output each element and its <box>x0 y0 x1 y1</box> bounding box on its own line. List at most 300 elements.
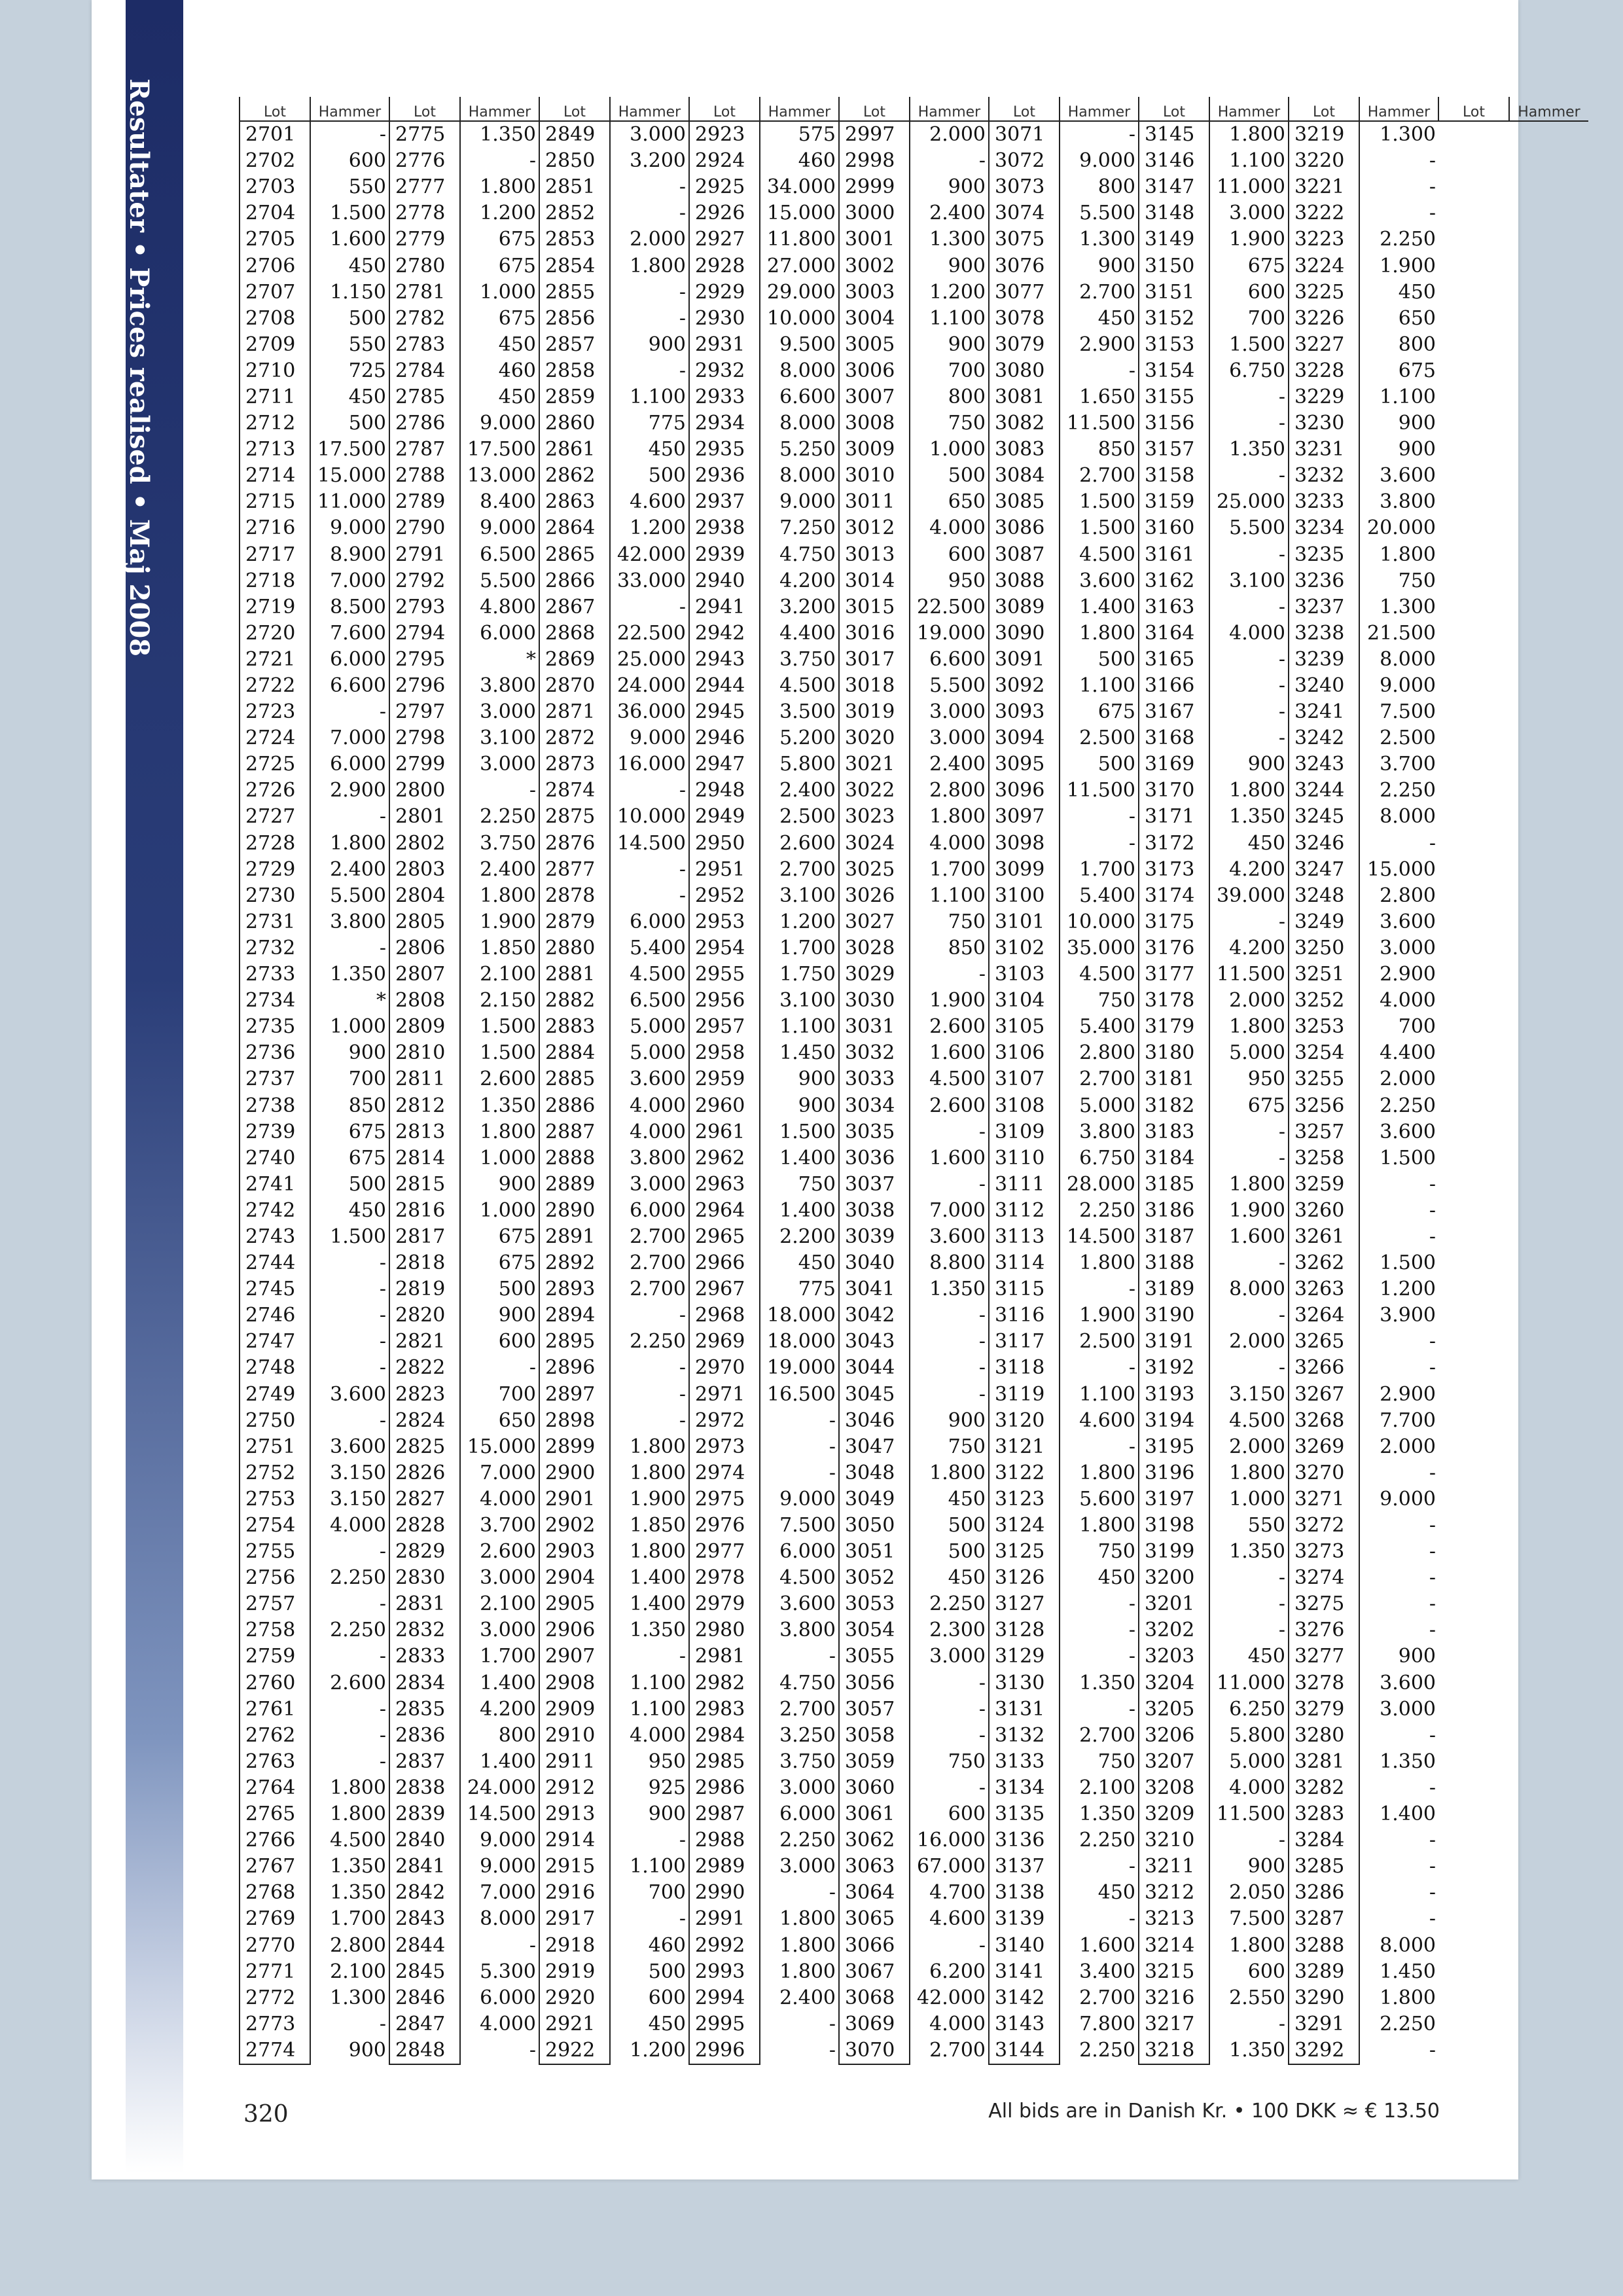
hammer-price: 2.000 <box>1380 1435 1436 1458</box>
hammer-price: 900 <box>348 1041 386 1065</box>
hammer-price: - <box>1429 1540 1436 1564</box>
hammer-price: - <box>1278 412 1285 435</box>
table-row <box>240 1749 1588 1775</box>
hammer-price: 925 <box>648 1776 686 1799</box>
hammer-price: - <box>679 1382 686 1406</box>
hammer-price: 22.500 <box>617 621 686 645</box>
table-row <box>240 174 1588 200</box>
lot-number: 3183 <box>1139 1119 1209 1145</box>
table-row <box>240 1854 1588 1880</box>
lot-number: 3194 <box>1139 1408 1209 1434</box>
hammer-price: 3.250 <box>779 1723 836 1747</box>
lot-number: 3241 <box>1289 699 1359 725</box>
hammer-price: 8.800 <box>929 1251 986 1275</box>
lot-number: 3192 <box>1139 1355 1209 1381</box>
lot-number: 2742 <box>240 1198 310 1224</box>
table-row <box>240 1775 1588 1801</box>
table-row <box>240 935 1588 961</box>
hammer-price: 2.600 <box>480 1067 536 1091</box>
hammer-price: 11.500 <box>1067 412 1135 435</box>
hammer-price: 8.000 <box>1380 647 1436 671</box>
table-row <box>240 857 1588 883</box>
hammer-price: - <box>379 1408 386 1432</box>
lot-number: 2787 <box>389 437 460 463</box>
lot-number: 3015 <box>839 594 910 620</box>
hammer-price: - <box>679 595 686 619</box>
hammer-price: 3.500 <box>779 700 836 724</box>
hammer-price: 3.600 <box>1380 464 1436 488</box>
hammer-price: - <box>1128 805 1135 829</box>
hammer-price: 35.000 <box>1067 936 1135 960</box>
hammer-price: 4.000 <box>1229 621 1285 645</box>
hammer-price: 2.100 <box>1079 1776 1135 1799</box>
hammer-price: 6.250 <box>1229 1697 1285 1721</box>
hammer-price: 6.000 <box>330 647 386 671</box>
table-row <box>240 883 1588 909</box>
lot-number: 3230 <box>1289 410 1359 437</box>
hammer-price: 1.800 <box>1229 1172 1285 1196</box>
hammer-price: 3.000 <box>929 700 986 724</box>
hammer-price: 700 <box>948 359 986 382</box>
lot-number: 2777 <box>389 174 460 200</box>
hammer-price: 600 <box>648 1986 686 2009</box>
hammer-price: 7.800 <box>1079 2012 1135 2036</box>
header-hammer: Hammer <box>460 97 539 121</box>
hammer-price: 5.000 <box>1229 1749 1285 1773</box>
hammer-price: 67.000 <box>917 1855 986 1878</box>
lot-number: 3110 <box>989 1145 1060 1172</box>
hammer-price: 3.000 <box>779 1776 836 1799</box>
lot-number: 2914 <box>539 1827 610 1854</box>
lot-number: 2868 <box>539 620 610 647</box>
lot-number: 3058 <box>839 1723 910 1749</box>
hammer-price: 15.000 <box>1367 857 1436 881</box>
lot-number: 2871 <box>539 699 610 725</box>
hammer-price: 1.800 <box>779 1907 836 1931</box>
lot-number: 3008 <box>839 410 910 437</box>
lot-number: 3143 <box>989 2011 1060 2037</box>
lot-number: 2961 <box>689 1119 760 1145</box>
hammer-price: 675 <box>498 306 536 330</box>
lot-number: 2740 <box>240 1145 310 1172</box>
lot-number: 2737 <box>240 1066 310 1092</box>
lot-number: 2744 <box>240 1250 310 1276</box>
table-row <box>240 1565 1588 1591</box>
lot-number: 2832 <box>389 1617 460 1643</box>
table-row <box>240 961 1588 988</box>
hammer-price: 2.000 <box>1380 1067 1436 1091</box>
lot-number: 2991 <box>689 1906 760 1932</box>
lot-number: 3037 <box>839 1172 910 1198</box>
hammer-price: 4.400 <box>779 621 836 645</box>
hammer-price: 4.700 <box>929 1881 986 1905</box>
hammer-price: 450 <box>1097 1881 1135 1905</box>
lot-number: 3248 <box>1289 883 1359 909</box>
hammer-price: 1.200 <box>630 516 686 540</box>
hammer-price: 22.500 <box>917 595 986 619</box>
lot-number: 3022 <box>839 778 910 804</box>
lot-number: 3167 <box>1139 699 1209 725</box>
hammer-price: 1.500 <box>1079 490 1135 514</box>
hammer-price: 3.400 <box>1079 1960 1135 1983</box>
hammer-price: 3.700 <box>480 1514 536 1537</box>
lot-number: 3091 <box>989 647 1060 673</box>
hammer-price: 4.500 <box>1079 543 1135 566</box>
lot-number: 3246 <box>1289 831 1359 857</box>
hammer-price: 3.000 <box>630 1172 686 1196</box>
lot-number: 2812 <box>389 1092 460 1119</box>
lot-number: 2930 <box>689 306 760 332</box>
lot-number: 3113 <box>989 1224 1060 1250</box>
hammer-price: 4.000 <box>630 1094 686 1117</box>
lot-number: 3036 <box>839 1145 910 1172</box>
table-row <box>240 1460 1588 1486</box>
lot-number: 3066 <box>839 1932 910 1958</box>
lot-number: 2942 <box>689 620 760 647</box>
lot-number: 2932 <box>689 358 760 384</box>
hammer-price: 1.000 <box>480 1146 536 1170</box>
lot-number: 3166 <box>1139 673 1209 699</box>
hammer-price: - <box>1128 1356 1135 1380</box>
hammer-price: 1.100 <box>1079 1382 1135 1406</box>
lot-number: 2955 <box>689 961 760 988</box>
hammer-price: 1.200 <box>929 280 986 304</box>
hammer-price: 9.500 <box>779 332 836 356</box>
lot-number: 3031 <box>839 1014 910 1040</box>
hammer-price: 450 <box>498 385 536 408</box>
lot-number: 3174 <box>1139 883 1209 909</box>
table-row <box>240 699 1588 725</box>
lot-number: 2906 <box>539 1617 610 1643</box>
hammer-price: 3.000 <box>779 1855 836 1878</box>
hammer-price: 3.600 <box>630 1067 686 1091</box>
lot-number: 3077 <box>989 279 1060 306</box>
lot-number: 2830 <box>389 1565 460 1591</box>
lot-number: 2745 <box>240 1276 310 1302</box>
table-row <box>240 1172 1588 1198</box>
lot-number: 2710 <box>240 358 310 384</box>
hammer-price: 700 <box>348 1067 386 1091</box>
hammer-price: 7.000 <box>929 1198 986 1222</box>
lot-number: 3078 <box>989 306 1060 332</box>
hammer-price: 3.100 <box>1229 569 1285 592</box>
lot-number: 3251 <box>1289 961 1359 988</box>
hammer-price: 3.000 <box>630 123 686 147</box>
hammer-price: 800 <box>948 385 986 408</box>
lot-number: 2975 <box>689 1486 760 1513</box>
hammer-price: 1.500 <box>330 202 386 225</box>
lot-number: 3281 <box>1289 1749 1359 1775</box>
hammer-price: 900 <box>798 1067 836 1091</box>
hammer-price: 3.000 <box>929 726 986 750</box>
hammer-price: 2.400 <box>330 857 386 881</box>
lot-number: 2886 <box>539 1092 610 1119</box>
lot-number: 3262 <box>1289 1250 1359 1276</box>
lot-number: 3144 <box>989 2037 1060 2064</box>
hammer-price: 3.600 <box>1380 1671 1436 1695</box>
lot-number: 3026 <box>839 883 910 909</box>
hammer-price: 4.500 <box>779 1566 836 1590</box>
hammer-price: 450 <box>348 385 386 408</box>
table-row <box>240 1434 1588 1460</box>
hammer-price: 6.200 <box>929 1960 986 1983</box>
hammer-price: 4.600 <box>929 1907 986 1931</box>
lot-number: 3190 <box>1139 1302 1209 1329</box>
table-row <box>240 253 1588 279</box>
hammer-price: 28.000 <box>1067 1172 1135 1196</box>
header-lot: Lot <box>1289 97 1359 121</box>
lot-number: 3090 <box>989 620 1060 647</box>
lot-number: 3095 <box>989 751 1060 778</box>
lot-number: 3002 <box>839 253 910 279</box>
hammer-price: 42.000 <box>617 543 686 566</box>
hammer-price: 6.000 <box>480 621 536 645</box>
hammer-price: 11.500 <box>1217 963 1285 986</box>
lot-number: 3063 <box>839 1854 910 1880</box>
lot-number: 3124 <box>989 1513 1060 1539</box>
lot-number: 2759 <box>240 1643 310 1670</box>
hammer-price: - <box>1429 1566 1436 1590</box>
lot-number: 3112 <box>989 1198 1060 1224</box>
hammer-price: 3.600 <box>1079 569 1135 592</box>
hammer-price: - <box>1128 359 1135 382</box>
hammer-price: - <box>1128 123 1135 147</box>
hammer-price: - <box>379 123 386 147</box>
hammer-price: 1.500 <box>779 1120 836 1143</box>
hammer-price: 2.400 <box>480 857 536 881</box>
hammer-price: 7.500 <box>1380 700 1436 724</box>
lot-number: 3103 <box>989 961 1060 988</box>
lot-number: 3156 <box>1139 410 1209 437</box>
hammer-price: - <box>679 1408 686 1432</box>
hammer-price: 4.500 <box>330 1829 386 1852</box>
table-row <box>240 437 1588 463</box>
lot-number: 2935 <box>689 437 760 463</box>
table-row <box>240 226 1588 253</box>
hammer-price: - <box>679 280 686 304</box>
table-row <box>240 384 1588 410</box>
lot-number: 3010 <box>839 463 910 489</box>
lot-number: 3079 <box>989 332 1060 358</box>
lot-number: 3268 <box>1289 1408 1359 1434</box>
lot-number: 2784 <box>389 358 460 384</box>
lot-number: 2948 <box>689 778 760 804</box>
hammer-price: - <box>978 1933 986 1957</box>
hammer-price: 700 <box>1247 306 1285 330</box>
lot-number: 3071 <box>989 121 1060 148</box>
hammer-price: 5.200 <box>779 726 836 750</box>
lot-number: 3272 <box>1289 1513 1359 1539</box>
lot-number: 3148 <box>1139 200 1209 226</box>
hammer-price: 8.000 <box>1229 1278 1285 1301</box>
hammer-price: 1.800 <box>1229 1933 1285 1957</box>
table-row <box>240 1276 1588 1302</box>
lot-number: 3169 <box>1139 751 1209 778</box>
hammer-price: 5.300 <box>480 1960 536 1983</box>
hammer-price: 500 <box>648 1960 686 1983</box>
hammer-price: 900 <box>1398 438 1436 461</box>
lot-number: 3043 <box>839 1329 910 1355</box>
hammer-price: 2.250 <box>330 1566 386 1590</box>
lot-number: 2836 <box>389 1723 460 1749</box>
lot-number: 2957 <box>689 1014 760 1040</box>
hammer-price: 1.500 <box>480 1041 536 1065</box>
hammer-price: 650 <box>498 1408 536 1432</box>
table-row <box>240 1591 1588 1617</box>
hammer-price: - <box>1429 1829 1436 1852</box>
table-row <box>240 1382 1588 1408</box>
hammer-price: 2.700 <box>1079 1067 1135 1091</box>
hammer-price: 500 <box>948 1540 986 1564</box>
hammer-price: 5.000 <box>1079 1094 1135 1117</box>
header-hammer: Hammer <box>1060 97 1139 121</box>
hammer-price: - <box>379 936 386 960</box>
lot-number: 2806 <box>389 935 460 961</box>
hammer-price: 2.900 <box>1079 332 1135 356</box>
hammer-price: 6.750 <box>1079 1146 1135 1170</box>
hammer-price: - <box>1429 1619 1436 1642</box>
lot-number: 2802 <box>389 831 460 857</box>
table-row <box>240 1066 1588 1092</box>
lot-number: 2870 <box>539 673 610 699</box>
lot-number: 3034 <box>839 1092 910 1119</box>
hammer-price: 450 <box>1398 280 1436 304</box>
lot-number: 3176 <box>1139 935 1209 961</box>
lot-number: 3289 <box>1289 1959 1359 1985</box>
lot-number: 2976 <box>689 1513 760 1539</box>
hammer-price: - <box>1278 1251 1285 1275</box>
lot-number: 2874 <box>539 778 610 804</box>
hammer-price: 900 <box>498 1304 536 1327</box>
lot-number: 2719 <box>240 594 310 620</box>
hammer-price: 850 <box>948 936 986 960</box>
lot-number: 2715 <box>240 489 310 515</box>
lot-number: 3067 <box>839 1959 910 1985</box>
hammer-price: - <box>1429 1356 1436 1380</box>
lot-number: 3159 <box>1139 489 1209 515</box>
hammer-price: 450 <box>348 1198 386 1222</box>
hammer-price: 1.500 <box>1079 516 1135 540</box>
lot-number: 3097 <box>989 804 1060 830</box>
hammer-price: - <box>379 1749 386 1773</box>
lot-number: 2858 <box>539 358 610 384</box>
hammer-price: 1.900 <box>480 910 536 933</box>
lot-number: 2915 <box>539 1854 610 1880</box>
hammer-price: 5.800 <box>1229 1723 1285 1747</box>
table-row <box>240 2011 1588 2037</box>
lot-number: 3154 <box>1139 358 1209 384</box>
lot-number: 3180 <box>1139 1040 1209 1066</box>
hammer-price: 10.000 <box>767 306 836 330</box>
hammer-price: 3.800 <box>1079 1120 1135 1143</box>
hammer-price: - <box>829 1881 836 1905</box>
lot-number: 3191 <box>1139 1329 1209 1355</box>
lot-number: 3202 <box>1139 1617 1209 1643</box>
hammer-price: - <box>1278 910 1285 933</box>
lot-number: 2951 <box>689 857 760 883</box>
hammer-price: 600 <box>498 1330 536 1354</box>
hammer-price: - <box>1128 1278 1135 1301</box>
lot-number: 3085 <box>989 489 1060 515</box>
lot-number: 2919 <box>539 1959 610 1985</box>
lot-number: 3054 <box>839 1617 910 1643</box>
hammer-price: 3.000 <box>480 1619 536 1642</box>
hammer-price: 5.800 <box>779 753 836 776</box>
lot-number: 2758 <box>240 1617 310 1643</box>
hammer-price: 1.800 <box>929 805 986 829</box>
hammer-price: 16.000 <box>917 1829 986 1852</box>
hammer-price: 4.200 <box>1229 857 1285 881</box>
hammer-price: 3.600 <box>929 1225 986 1248</box>
hammer-price: 2.100 <box>480 1592 536 1616</box>
hammer-price: 1.450 <box>779 1041 836 1065</box>
lot-number: 2931 <box>689 332 760 358</box>
hammer-price: 450 <box>648 438 686 461</box>
hammer-price: - <box>379 805 386 829</box>
lot-number: 3073 <box>989 174 1060 200</box>
hammer-price: 3.800 <box>330 910 386 933</box>
hammer-price: 1.200 <box>630 2039 686 2062</box>
lot-number: 3003 <box>839 279 910 306</box>
hammer-price: 600 <box>948 1803 986 1826</box>
hammer-price: 2.250 <box>1079 1829 1135 1852</box>
lot-number: 3232 <box>1289 463 1359 489</box>
table-row <box>240 1696 1588 1723</box>
hammer-price: 7.000 <box>480 1881 536 1905</box>
table-row <box>240 1906 1588 1932</box>
lot-number: 3030 <box>839 988 910 1014</box>
lot-number: 3177 <box>1139 961 1209 988</box>
hammer-price: 1.400 <box>779 1146 836 1170</box>
hammer-price: - <box>978 1172 986 1196</box>
lot-number: 2732 <box>240 935 310 961</box>
table-row <box>240 306 1588 332</box>
lot-number: 3128 <box>989 1617 1060 1643</box>
hammer-price: 2.500 <box>1079 726 1135 750</box>
hammer-price: 2.100 <box>480 963 536 986</box>
lot-number: 3238 <box>1289 620 1359 647</box>
hammer-price: 2.200 <box>779 1225 836 1248</box>
lot-number: 2908 <box>539 1670 610 1696</box>
lot-number: 2782 <box>389 306 460 332</box>
hammer-price: 7.700 <box>1380 1408 1436 1432</box>
hammer-price: 3.000 <box>1229 202 1285 225</box>
lot-number: 3261 <box>1289 1224 1359 1250</box>
table-row <box>240 909 1588 935</box>
lot-number: 2753 <box>240 1486 310 1513</box>
lot-number: 3021 <box>839 751 910 778</box>
lot-number: 3094 <box>989 725 1060 751</box>
lot-number: 3200 <box>1139 1565 1209 1591</box>
lot-number: 2904 <box>539 1565 610 1591</box>
hammer-price: 500 <box>348 1172 386 1196</box>
lot-number: 2849 <box>539 121 610 148</box>
hammer-price: 1.350 <box>330 1881 386 1905</box>
lot-number: 2756 <box>240 1565 310 1591</box>
lot-number: 3193 <box>1139 1382 1209 1408</box>
lot-number: 3247 <box>1289 857 1359 883</box>
lot-number: 2977 <box>689 1539 760 1565</box>
lot-number: 3227 <box>1289 332 1359 358</box>
lot-number: 2856 <box>539 306 610 332</box>
lot-number: 2995 <box>689 2011 760 2037</box>
hammer-price: 3.750 <box>779 647 836 671</box>
lot-number: 2895 <box>539 1329 610 1355</box>
lot-number: 2850 <box>539 148 610 174</box>
hammer-price: 600 <box>948 543 986 566</box>
hammer-price: - <box>1429 1172 1436 1196</box>
hammer-price: 775 <box>648 412 686 435</box>
